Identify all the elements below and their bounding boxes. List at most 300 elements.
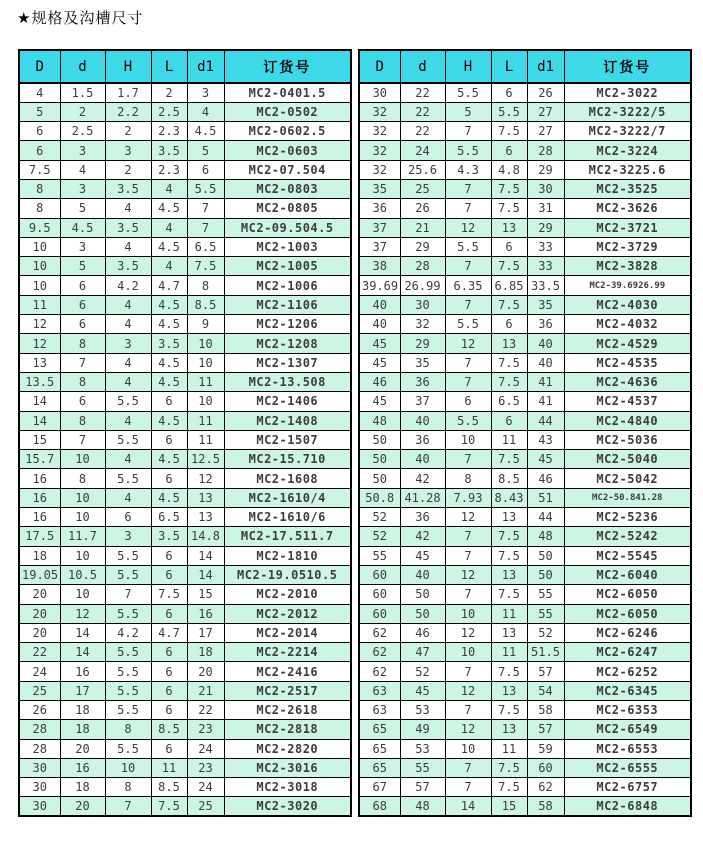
- order-code-cell: MC2-4529: [564, 334, 691, 353]
- value-cell-D: 48: [359, 411, 400, 430]
- value-cell-D: 11: [19, 295, 60, 314]
- order-code-cell: MC2-6549: [564, 720, 691, 739]
- table-row: [359, 199, 691, 218]
- value-cell-D: 63: [359, 681, 400, 700]
- value-cell-L: 7.5: [491, 295, 527, 314]
- value-cell-d1: 58: [527, 701, 564, 720]
- table-row: [19, 199, 351, 218]
- value-cell-H: 4: [105, 199, 151, 218]
- value-cell-d1: 20: [187, 662, 224, 681]
- value-cell-d: 8: [60, 334, 105, 353]
- order-code-cell: MC2-50.841.28: [564, 488, 691, 507]
- value-cell-H: 5.5: [105, 643, 151, 662]
- table-row: [359, 546, 691, 565]
- order-code-cell: MC2-1307: [224, 353, 351, 372]
- value-cell-d1: 40: [527, 334, 564, 353]
- order-code-cell: MC2-6345: [564, 681, 691, 700]
- value-cell-H: 5.5: [105, 392, 151, 411]
- table-row: [19, 527, 351, 546]
- value-cell-d: 40: [400, 411, 445, 430]
- order-code-cell: MC2-6252: [564, 662, 691, 681]
- value-cell-L: 7.5: [491, 122, 527, 141]
- value-cell-d1: 33.5: [527, 276, 564, 295]
- value-cell-d: 2.5: [60, 122, 105, 141]
- value-cell-L: 6.5: [491, 392, 527, 411]
- order-code-cell: MC2-3222/7: [564, 122, 691, 141]
- value-cell-D: 16: [19, 488, 60, 507]
- value-cell-d1: 50: [527, 565, 564, 584]
- value-cell-D: 45: [359, 392, 400, 411]
- value-cell-L: 4.7: [151, 623, 187, 642]
- column-header-D: D: [19, 50, 60, 83]
- value-cell-D: 62: [359, 643, 400, 662]
- value-cell-D: 20: [19, 623, 60, 642]
- order-code-cell: MC2-3020: [224, 797, 351, 816]
- value-cell-D: 35: [359, 179, 400, 198]
- table-row: [19, 604, 351, 623]
- value-cell-H: 5: [445, 102, 491, 121]
- value-cell-D: 14: [19, 411, 60, 430]
- value-cell-L: 2.3: [151, 160, 187, 179]
- value-cell-H: 12: [445, 623, 491, 642]
- value-cell-H: 7: [445, 199, 491, 218]
- table-row: [359, 623, 691, 642]
- value-cell-H: 4: [105, 295, 151, 314]
- value-cell-d1: 11: [187, 372, 224, 391]
- column-header-d1: d1: [527, 50, 564, 83]
- value-cell-L: 6: [491, 237, 527, 256]
- value-cell-d: 4: [60, 160, 105, 179]
- value-cell-d1: 41: [527, 372, 564, 391]
- value-cell-d1: 14: [187, 565, 224, 584]
- value-cell-D: 17.5: [19, 527, 60, 546]
- table-row: [19, 797, 351, 816]
- value-cell-L: 2.3: [151, 122, 187, 141]
- value-cell-d: 18: [60, 720, 105, 739]
- value-cell-d: 3: [60, 141, 105, 160]
- order-code-cell: MC2-1507: [224, 430, 351, 449]
- value-cell-L: 7.5: [491, 527, 527, 546]
- value-cell-H: 10: [445, 643, 491, 662]
- order-code-cell: MC2-0502: [224, 102, 351, 121]
- value-cell-d: 6: [60, 392, 105, 411]
- order-code-cell: MC2-2214: [224, 643, 351, 662]
- value-cell-L: 4.5: [151, 199, 187, 218]
- order-code-cell: MC2-2820: [224, 739, 351, 758]
- value-cell-H: 5.5: [105, 430, 151, 449]
- value-cell-d: 40: [400, 565, 445, 584]
- order-code-cell: MC2-3022: [564, 83, 691, 102]
- value-cell-H: 4: [105, 488, 151, 507]
- value-cell-L: 2.5: [151, 102, 187, 121]
- value-cell-d1: 8.5: [187, 295, 224, 314]
- order-code-cell: MC2-3018: [224, 778, 351, 797]
- table-row: [19, 508, 351, 527]
- value-cell-d: 20: [60, 797, 105, 816]
- value-cell-D: 65: [359, 720, 400, 739]
- table-row: [19, 739, 351, 758]
- value-cell-d1: 7.5: [187, 257, 224, 276]
- value-cell-D: 45: [359, 334, 400, 353]
- order-code-cell: MC2-5040: [564, 450, 691, 469]
- value-cell-d1: 5: [187, 141, 224, 160]
- table-row: [359, 720, 691, 739]
- value-cell-L: 6: [491, 83, 527, 102]
- value-cell-L: 2: [151, 83, 187, 102]
- column-header-L: L: [151, 50, 187, 83]
- value-cell-H: 4: [105, 237, 151, 256]
- order-code-cell: MC2-0401.5: [224, 83, 351, 102]
- table-row: [359, 565, 691, 584]
- value-cell-d: 17: [60, 681, 105, 700]
- value-cell-D: 55: [359, 546, 400, 565]
- value-cell-L: 15: [491, 797, 527, 816]
- table-row: [19, 758, 351, 777]
- value-cell-L: 3.5: [151, 527, 187, 546]
- value-cell-D: 20: [19, 604, 60, 623]
- value-cell-H: 4.2: [105, 623, 151, 642]
- value-cell-d1: 35: [527, 295, 564, 314]
- value-cell-d: 26.99: [400, 276, 445, 295]
- order-code-cell: MC2-3626: [564, 199, 691, 218]
- table-row: [359, 778, 691, 797]
- table-row: [19, 681, 351, 700]
- spec-table-left: [18, 49, 352, 817]
- value-cell-D: 9.5: [19, 218, 60, 237]
- table-row: [359, 141, 691, 160]
- column-header-H: H: [105, 50, 151, 83]
- value-cell-D: 5: [19, 102, 60, 121]
- value-cell-D: 13.5: [19, 372, 60, 391]
- column-header-L: L: [491, 50, 527, 83]
- order-code-cell: MC2-4032: [564, 315, 691, 334]
- value-cell-d1: 13: [187, 508, 224, 527]
- table-row: [359, 83, 691, 102]
- table-row: [359, 218, 691, 237]
- table-row: [19, 623, 351, 642]
- order-code-cell: MC2-1206: [224, 315, 351, 334]
- value-cell-d1: 57: [527, 662, 564, 681]
- order-code-cell: MC2-39.6926.99: [564, 276, 691, 295]
- value-cell-d1: 7: [187, 218, 224, 237]
- value-cell-D: 39.69: [359, 276, 400, 295]
- value-cell-d: 16: [60, 662, 105, 681]
- value-cell-d: 8: [60, 411, 105, 430]
- value-cell-H: 5.5: [445, 411, 491, 430]
- value-cell-d: 24: [400, 141, 445, 160]
- order-code-cell: MC2-5036: [564, 430, 691, 449]
- order-code-cell: MC2-6353: [564, 701, 691, 720]
- value-cell-d: 22: [400, 83, 445, 102]
- value-cell-H: 7: [445, 257, 491, 276]
- value-cell-L: 7.5: [491, 199, 527, 218]
- value-cell-d: 10: [60, 585, 105, 604]
- value-cell-d: 1.5: [60, 83, 105, 102]
- table-row: [359, 643, 691, 662]
- order-code-cell: MC2-5236: [564, 508, 691, 527]
- table-row: [359, 276, 691, 295]
- value-cell-d: 8: [60, 372, 105, 391]
- order-code-cell: MC2-3721: [564, 218, 691, 237]
- value-cell-D: 62: [359, 662, 400, 681]
- table-row: [19, 469, 351, 488]
- value-cell-D: 22: [19, 643, 60, 662]
- value-cell-L: 11: [491, 739, 527, 758]
- order-code-cell: MC2-15.710: [224, 450, 351, 469]
- value-cell-d1: 44: [527, 508, 564, 527]
- value-cell-d1: 10: [187, 334, 224, 353]
- value-cell-d: 25.6: [400, 160, 445, 179]
- value-cell-D: 60: [359, 604, 400, 623]
- value-cell-d1: 43: [527, 430, 564, 449]
- value-cell-D: 24: [19, 662, 60, 681]
- value-cell-H: 3: [105, 334, 151, 353]
- value-cell-D: 15.7: [19, 450, 60, 469]
- value-cell-d1: 29: [527, 218, 564, 237]
- value-cell-H: 10: [105, 758, 151, 777]
- order-code-cell: MC2-09.504.5: [224, 218, 351, 237]
- order-code-cell: MC2-19.0510.5: [224, 565, 351, 584]
- tables-container: [18, 49, 692, 817]
- value-cell-d: 29: [400, 334, 445, 353]
- table-row: [359, 430, 691, 449]
- value-cell-d1: 21: [187, 681, 224, 700]
- value-cell-d1: 10: [187, 353, 224, 372]
- value-cell-d: 6: [60, 295, 105, 314]
- value-cell-d: 4.5: [60, 218, 105, 237]
- value-cell-H: 8: [105, 778, 151, 797]
- value-cell-D: 7.5: [19, 160, 60, 179]
- table-row: [19, 430, 351, 449]
- value-cell-d1: 33: [527, 237, 564, 256]
- order-code-cell: MC2-3016: [224, 758, 351, 777]
- value-cell-D: 6: [19, 122, 60, 141]
- value-cell-D: 40: [359, 295, 400, 314]
- value-cell-d1: 41: [527, 392, 564, 411]
- column-header-order-no: 订货号: [564, 50, 691, 83]
- order-code-cell: MC2-3525: [564, 179, 691, 198]
- order-code-cell: MC2-4535: [564, 353, 691, 372]
- value-cell-H: 10: [445, 604, 491, 623]
- value-cell-H: 6: [105, 508, 151, 527]
- value-cell-H: 7: [445, 662, 491, 681]
- order-code-cell: MC2-4537: [564, 392, 691, 411]
- table-row: [359, 315, 691, 334]
- order-code-cell: MC2-3828: [564, 257, 691, 276]
- order-code-cell: MC2-3222/5: [564, 102, 691, 121]
- order-code-cell: MC2-4030: [564, 295, 691, 314]
- order-code-cell: MC2-4636: [564, 372, 691, 391]
- value-cell-d1: 60: [527, 758, 564, 777]
- value-cell-L: 6: [151, 469, 187, 488]
- value-cell-H: 8: [445, 469, 491, 488]
- value-cell-d1: 7: [187, 199, 224, 218]
- page-title: ★规格及沟槽尺寸: [17, 10, 144, 27]
- value-cell-L: 6: [151, 739, 187, 758]
- value-cell-L: 7.5: [491, 546, 527, 565]
- value-cell-d: 12: [60, 604, 105, 623]
- order-code-cell: MC2-2618: [224, 701, 351, 720]
- value-cell-L: 6: [151, 546, 187, 565]
- value-cell-L: 8.5: [491, 469, 527, 488]
- table-row: [19, 83, 351, 102]
- value-cell-H: 3.5: [105, 218, 151, 237]
- value-cell-L: 7.5: [491, 372, 527, 391]
- value-cell-H: 2: [105, 122, 151, 141]
- value-cell-d: 42: [400, 469, 445, 488]
- value-cell-L: 6: [491, 141, 527, 160]
- column-header-D: D: [359, 50, 400, 83]
- table-row: [359, 179, 691, 198]
- value-cell-H: 5.5: [105, 469, 151, 488]
- order-code-cell: MC2-0602.5: [224, 122, 351, 141]
- value-cell-L: 4.5: [151, 450, 187, 469]
- value-cell-L: 4.5: [151, 411, 187, 430]
- value-cell-L: 4.5: [151, 353, 187, 372]
- value-cell-d: 2: [60, 102, 105, 121]
- value-cell-H: 3.5: [105, 257, 151, 276]
- value-cell-d: 14: [60, 623, 105, 642]
- value-cell-L: 4.7: [151, 276, 187, 295]
- value-cell-H: 7: [105, 797, 151, 816]
- value-cell-L: 13: [491, 218, 527, 237]
- value-cell-D: 38: [359, 257, 400, 276]
- table-row: [19, 372, 351, 391]
- table-row: [359, 508, 691, 527]
- value-cell-H: 7: [445, 372, 491, 391]
- value-cell-H: 2.2: [105, 102, 151, 121]
- value-cell-L: 7.5: [491, 585, 527, 604]
- table-row: [19, 179, 351, 198]
- value-cell-H: 7: [445, 546, 491, 565]
- value-cell-H: 3: [105, 527, 151, 546]
- order-code-cell: MC2-2818: [224, 720, 351, 739]
- column-header-H: H: [445, 50, 491, 83]
- table-row: [19, 643, 351, 662]
- value-cell-D: 28: [19, 739, 60, 758]
- value-cell-d1: 3: [187, 83, 224, 102]
- value-cell-D: 10: [19, 257, 60, 276]
- value-cell-H: 7: [445, 527, 491, 546]
- table-row: [19, 218, 351, 237]
- value-cell-d1: 55: [527, 585, 564, 604]
- value-cell-H: 4: [105, 372, 151, 391]
- value-cell-L: 7.5: [151, 585, 187, 604]
- value-cell-d: 16: [60, 758, 105, 777]
- table-row: [19, 295, 351, 314]
- table-row: [19, 450, 351, 469]
- value-cell-d1: 11: [187, 430, 224, 449]
- order-code-cell: MC2-0805: [224, 199, 351, 218]
- value-cell-d: 11.7: [60, 527, 105, 546]
- value-cell-d1: 25: [187, 797, 224, 816]
- value-cell-D: 46: [359, 372, 400, 391]
- value-cell-D: 32: [359, 102, 400, 121]
- value-cell-d: 20: [60, 739, 105, 758]
- order-code-cell: MC2-5042: [564, 469, 691, 488]
- table-row: [359, 701, 691, 720]
- value-cell-d: 53: [400, 701, 445, 720]
- value-cell-d: 52: [400, 662, 445, 681]
- order-code-cell: MC2-3729: [564, 237, 691, 256]
- table-row: [359, 739, 691, 758]
- value-cell-d1: 15: [187, 585, 224, 604]
- value-cell-d: 36: [400, 372, 445, 391]
- value-cell-D: 26: [19, 701, 60, 720]
- table-row: [359, 488, 691, 507]
- value-cell-d1: 17: [187, 623, 224, 642]
- value-cell-D: 20: [19, 585, 60, 604]
- value-cell-d1: 11: [187, 411, 224, 430]
- value-cell-d1: 13: [187, 488, 224, 507]
- value-cell-d: 6: [60, 315, 105, 334]
- value-cell-D: 62: [359, 623, 400, 642]
- value-cell-H: 7: [445, 450, 491, 469]
- value-cell-d1: 22: [187, 701, 224, 720]
- value-cell-L: 6: [151, 430, 187, 449]
- value-cell-L: 4.8: [491, 160, 527, 179]
- value-cell-d: 48: [400, 797, 445, 816]
- value-cell-H: 5.5: [105, 565, 151, 584]
- order-code-cell: MC2-1610/4: [224, 488, 351, 507]
- value-cell-H: 12: [445, 565, 491, 584]
- value-cell-d: 18: [60, 778, 105, 797]
- value-cell-D: 19.05: [19, 565, 60, 584]
- value-cell-d1: 23: [187, 720, 224, 739]
- column-header-d: d: [60, 50, 105, 83]
- value-cell-d1: 23: [187, 758, 224, 777]
- value-cell-d: 46: [400, 623, 445, 642]
- value-cell-d: 26: [400, 199, 445, 218]
- order-code-cell: MC2-1003: [224, 237, 351, 256]
- value-cell-d1: 4: [187, 102, 224, 121]
- value-cell-d1: 6.5: [187, 237, 224, 256]
- value-cell-D: 14: [19, 392, 60, 411]
- value-cell-d: 57: [400, 778, 445, 797]
- value-cell-L: 4.5: [151, 315, 187, 334]
- table-row: [19, 102, 351, 121]
- value-cell-D: 67: [359, 778, 400, 797]
- value-cell-D: 50: [359, 450, 400, 469]
- value-cell-D: 6: [19, 141, 60, 160]
- order-code-cell: MC2-6247: [564, 643, 691, 662]
- value-cell-L: 4: [151, 179, 187, 198]
- value-cell-L: 7.5: [151, 797, 187, 816]
- value-cell-d: 49: [400, 720, 445, 739]
- value-cell-D: 37: [359, 237, 400, 256]
- value-cell-L: 7.5: [491, 662, 527, 681]
- table-row: [359, 257, 691, 276]
- value-cell-d: 40: [400, 450, 445, 469]
- value-cell-L: 7.5: [491, 701, 527, 720]
- order-code-cell: MC2-1610/6: [224, 508, 351, 527]
- value-cell-d: 10: [60, 450, 105, 469]
- value-cell-d: 7: [60, 353, 105, 372]
- value-cell-d1: 5.5: [187, 179, 224, 198]
- value-cell-d1: 9: [187, 315, 224, 334]
- value-cell-d1: 51.5: [527, 643, 564, 662]
- value-cell-L: 6.5: [151, 508, 187, 527]
- value-cell-d: 7: [60, 430, 105, 449]
- value-cell-L: 4.5: [151, 237, 187, 256]
- value-cell-H: 4.3: [445, 160, 491, 179]
- value-cell-L: 4: [151, 257, 187, 276]
- table-row: [359, 392, 691, 411]
- table-row: [19, 334, 351, 353]
- value-cell-d: 36: [400, 508, 445, 527]
- table-row: [19, 778, 351, 797]
- value-cell-D: 50: [359, 469, 400, 488]
